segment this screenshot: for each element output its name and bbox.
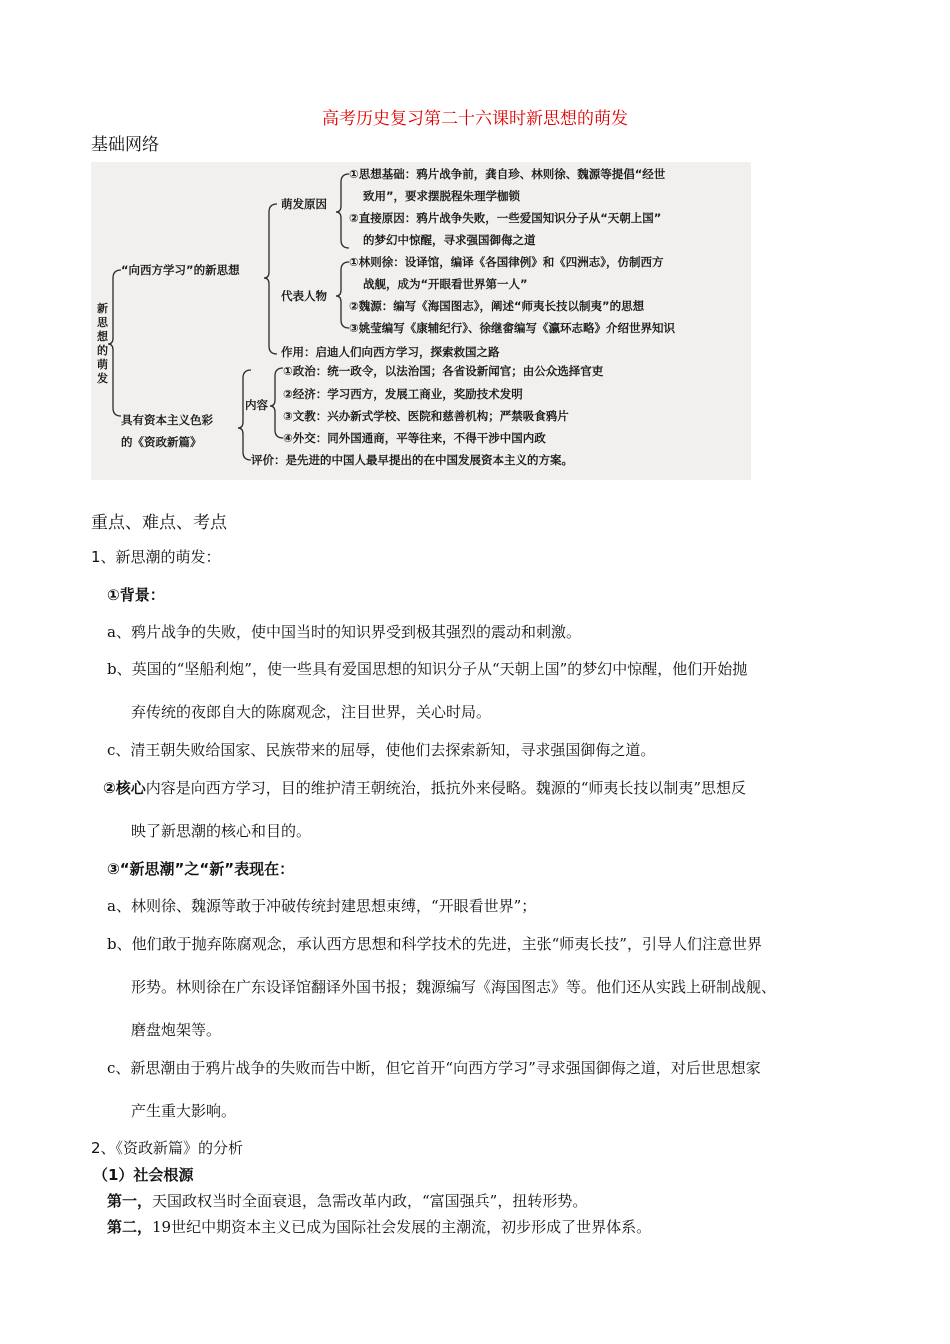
concept-diagram	[91, 162, 751, 480]
diagram-svg	[91, 162, 751, 480]
people-bracket	[336, 262, 349, 328]
new-b-line2: 形势。林则徐在广东设译馆翻译外国书报；魏源编写《海国图志》等。他们还从实践上研制战舰、	[131, 978, 777, 996]
branch2-label-b: 的《资政新篇》	[121, 435, 202, 449]
background-b-line1: b、英国的“坚船利炮”，使一些具有爱国思想的知识分子从“天朝上国”的梦幻中惊醒，他们开始抛	[107, 660, 748, 678]
core-text: 内容是向西方学习，目的维护清王朝统治，抵抗外来侵略。魏源的“师夷长技以制夷”思想反	[145, 779, 747, 797]
first-label: 第一，	[107, 1192, 153, 1210]
cause1-line-a: ①思想基础：鸦片战争前，龚自珍、林则徐、魏源等提倡“经世	[349, 167, 666, 181]
branch2-bracket	[238, 370, 251, 460]
cause1-line-b: 致用”，要求摆脱程朱理学枷锁	[363, 189, 521, 203]
section-key-points: 重点、难点、考点	[91, 513, 227, 533]
new-c-line2: 产生重大影响。	[131, 1102, 237, 1120]
first-point	[107, 1190, 587, 1211]
causes-label: 萌发原因	[281, 197, 327, 211]
content-label: 内容	[245, 398, 268, 412]
second-text: 19世纪中期资本主义已成为国际社会发展的主潮流，初步形成了世界体系。	[152, 1218, 652, 1236]
new-heading: ③“新思潮”之“新”表现在：	[107, 860, 295, 878]
page-title: 高考历史复习第二十六课时新思想的萌发	[322, 109, 628, 129]
background-a: a、鸦片战争的失败，使中国当时的知识界受到极其强烈的震动和刺激。	[107, 623, 581, 641]
new-c-line1: c、新思潮由于鸦片战争的失败而告中断，但它首开“向西方学习”寻求强国御侮之道，对后世思想家	[107, 1059, 761, 1077]
section-basic-network: 基础网络	[91, 135, 159, 155]
core-text-line2: 映了新思潮的核心和目的。	[131, 822, 312, 840]
branch1-label: “向西方学习”的新思想	[121, 263, 240, 277]
item1-heading: 1、新思潮的萌发：	[91, 548, 221, 566]
item2-heading: 2、《资政新篇》的分析	[91, 1139, 244, 1157]
background-heading: ①背景：	[107, 586, 165, 604]
cause2-line-b: 的梦幻中惊醒，寻求强国御侮之道	[363, 233, 536, 247]
background-b-line2: 弃传统的夜郎自大的陈腐观念，注目世界，关心时局。	[131, 703, 492, 721]
branch1-bracket	[264, 204, 277, 354]
eval-text: 评价：是先进的中国人最早提出的在中国发展资本主义的方案。	[251, 453, 573, 467]
second-label: 第二，	[107, 1218, 153, 1236]
new-b-line1: b、他们敢于抛弃陈腐观念，承认西方思想和科学技术的先进，主张“师夷长技”，引导人们注意世界	[107, 935, 762, 953]
core-label: ②核心	[103, 779, 146, 797]
new-a: a、林则徐、魏源等敢于冲破传统封建思想束缚，“开眼看世界”；	[107, 897, 537, 915]
person1-line-b: 战舰，成为“开眼看世界第一人”	[363, 277, 528, 291]
cause2-line-a: ②直接原因：鸦片战争失败，一些爱国知识分子从“天朝上国”	[349, 211, 662, 225]
causes-bracket	[336, 174, 349, 248]
content2: ②经济：学习西方，发展工商业，奖励技术发明	[283, 387, 523, 401]
branch2-label-a: 具有资本主义色彩	[121, 413, 213, 427]
content3: ③文教：兴办新式学校、医院和慈善机构；严禁吸食鸦片	[283, 409, 569, 423]
person3: ③姚莹编写《康辅纪行》、徐继畲编写《瀛环志略》介绍世界知识	[349, 321, 675, 335]
root-char: 思	[97, 316, 108, 329]
content1: ①政治：统一政令，以法治国；各省设新闻官；由公众选择官吏	[283, 364, 604, 378]
root-char: 新	[97, 302, 108, 315]
person1-line-a: ①林则徐：设译馆，编译《各国律例》和《四洲志》，仿制西方	[349, 255, 664, 269]
person2: ②魏源：编写《海国图志》，阐述“师夷长技以制夷”的思想	[349, 299, 645, 313]
root-bracket	[108, 270, 121, 416]
effect-text: 作用：启迪人们向西方学习，探索救国之路	[281, 345, 500, 359]
root-char: 发	[97, 372, 108, 385]
second-point	[107, 1216, 651, 1237]
root-char: 想	[97, 330, 108, 343]
background-c: c、清王朝失败给国家、民族带来的屈辱，使他们去探索新知，寻求强国御侮之道。	[107, 741, 656, 759]
new-b-line3: 磨盘炮架等。	[131, 1021, 222, 1039]
first-text: 天国政权当时全面衰退，急需改革内政，“富国强兵”，扭转形势。	[152, 1192, 588, 1210]
core-paragraph	[103, 777, 746, 798]
content-bracket	[270, 368, 283, 438]
people-label: 代表人物	[281, 289, 327, 303]
root-char: 的	[97, 344, 108, 357]
social-roots-heading: （1）社会根源	[93, 1166, 194, 1184]
root-char: 萌	[97, 358, 108, 371]
content4: ④外交：同外国通商，平等往来，不得干涉中国内政	[283, 431, 546, 445]
